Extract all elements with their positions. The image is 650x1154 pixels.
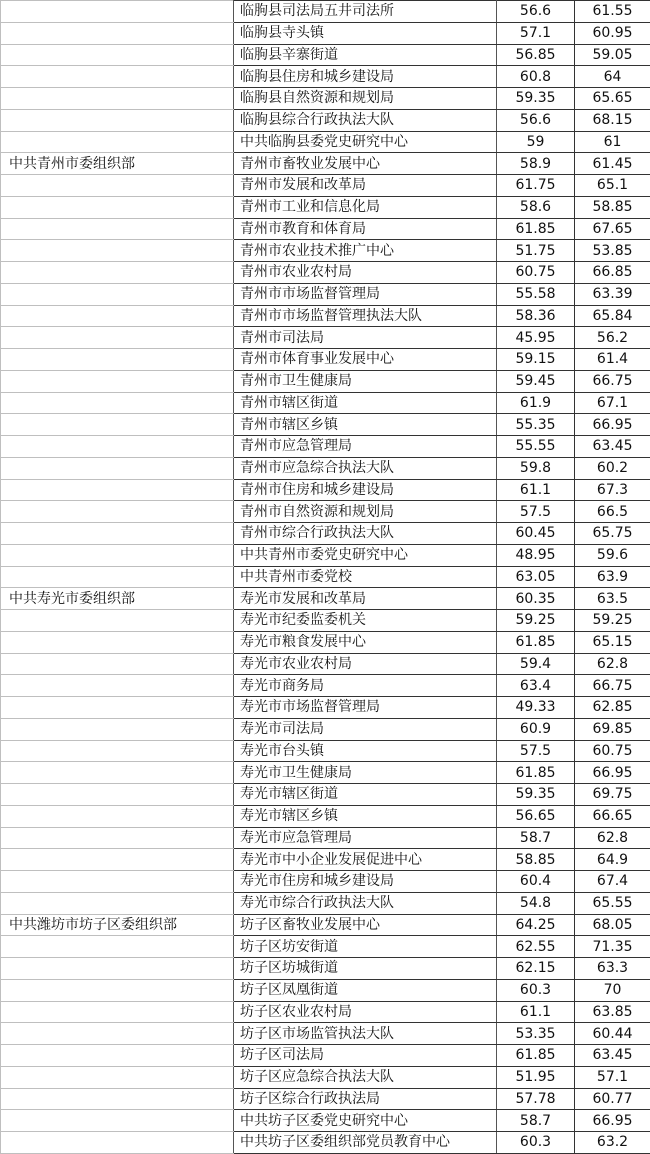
unit-cell: 临朐县住房和城乡建设局	[234, 66, 497, 88]
table-row	[1, 1, 650, 23]
table-row	[1, 979, 650, 1001]
org-cell	[1, 936, 234, 958]
org-cell	[1, 762, 234, 784]
unit-cell: 中共青州市委党史研究中心	[234, 544, 497, 566]
score-2-cell: 65.75	[575, 523, 650, 545]
score-2-cell: 66.65	[575, 805, 650, 827]
table-row	[1, 805, 650, 827]
table-row	[1, 131, 650, 153]
org-cell	[1, 653, 234, 675]
score-2-cell: 63.9	[575, 566, 650, 588]
score-table-body	[1, 1, 650, 1154]
table-row	[1, 653, 650, 675]
score-1-cell: 58.6	[497, 196, 575, 218]
org-cell	[1, 1023, 234, 1045]
score-1-cell: 59.35	[497, 784, 575, 806]
org-cell	[1, 370, 234, 392]
unit-cell: 青州市农业农村局	[234, 262, 497, 284]
table-row	[1, 501, 650, 523]
org-cell	[1, 1045, 234, 1067]
score-1-cell: 61.85	[497, 218, 575, 240]
unit-cell: 寿光市商务局	[234, 675, 497, 697]
unit-cell: 青州市司法局	[234, 327, 497, 349]
unit-cell: 临朐县司法局五井司法所	[234, 1, 497, 23]
table-row	[1, 327, 650, 349]
score-2-cell: 67.65	[575, 218, 650, 240]
table-row	[1, 370, 650, 392]
score-2-cell: 67.4	[575, 871, 650, 893]
org-cell	[1, 979, 234, 1001]
unit-cell: 寿光市台头镇	[234, 740, 497, 762]
score-1-cell: 53.35	[497, 1023, 575, 1045]
table-row	[1, 153, 650, 175]
score-1-cell: 63.4	[497, 675, 575, 697]
score-2-cell: 60.2	[575, 457, 650, 479]
score-2-cell: 66.75	[575, 370, 650, 392]
org-cell	[1, 784, 234, 806]
score-2-cell: 66.95	[575, 414, 650, 436]
table-row	[1, 1088, 650, 1110]
score-1-cell: 56.65	[497, 805, 575, 827]
score-2-cell: 61.55	[575, 1, 650, 23]
unit-cell: 临朐县寺头镇	[234, 22, 497, 44]
score-2-cell: 60.77	[575, 1088, 650, 1110]
score-2-cell: 63.3	[575, 958, 650, 980]
org-cell	[1, 697, 234, 719]
unit-cell: 坊子区司法局	[234, 1045, 497, 1067]
unit-cell: 坊子区应急综合执法大队	[234, 1066, 497, 1088]
table-row	[1, 44, 650, 66]
unit-cell: 青州市体育事业发展中心	[234, 349, 497, 371]
unit-cell: 坊子区农业农村局	[234, 1001, 497, 1023]
unit-cell: 坊子区畜牧业发展中心	[234, 914, 497, 936]
score-1-cell: 60.4	[497, 871, 575, 893]
score-2-cell: 59.25	[575, 610, 650, 632]
org-cell	[1, 892, 234, 914]
org-cell	[1, 414, 234, 436]
unit-cell: 青州市市场监督管理执法大队	[234, 305, 497, 327]
org-cell: 中共寿光市委组织部	[1, 588, 234, 610]
score-2-cell: 60.44	[575, 1023, 650, 1045]
table-row	[1, 305, 650, 327]
table-row	[1, 392, 650, 414]
org-cell	[1, 544, 234, 566]
table-row	[1, 718, 650, 740]
org-cell	[1, 218, 234, 240]
score-2-cell: 60.95	[575, 22, 650, 44]
score-2-cell: 65.84	[575, 305, 650, 327]
table-row	[1, 240, 650, 262]
unit-cell: 青州市住房和城乡建设局	[234, 479, 497, 501]
table-row	[1, 196, 650, 218]
table-row	[1, 349, 650, 371]
score-1-cell: 58.7	[497, 1110, 575, 1132]
unit-cell: 寿光市应急管理局	[234, 827, 497, 849]
org-cell	[1, 675, 234, 697]
score-1-cell: 61.1	[497, 1001, 575, 1023]
score-2-cell: 65.55	[575, 892, 650, 914]
unit-cell: 青州市工业和信息化局	[234, 196, 497, 218]
table-row	[1, 1066, 650, 1088]
org-cell	[1, 1, 234, 23]
score-2-cell: 59.05	[575, 44, 650, 66]
score-2-cell: 69.75	[575, 784, 650, 806]
score-1-cell: 51.95	[497, 1066, 575, 1088]
score-1-cell: 59	[497, 131, 575, 153]
table-row	[1, 958, 650, 980]
score-1-cell: 60.3	[497, 979, 575, 1001]
table-row	[1, 109, 650, 131]
table-row	[1, 827, 650, 849]
table-row	[1, 523, 650, 545]
table-row	[1, 697, 650, 719]
score-1-cell: 59.4	[497, 653, 575, 675]
org-cell	[1, 740, 234, 762]
table-row	[1, 675, 650, 697]
score-2-cell: 67.3	[575, 479, 650, 501]
table-row	[1, 88, 650, 110]
score-1-cell: 60.45	[497, 523, 575, 545]
table-row	[1, 566, 650, 588]
unit-cell: 寿光市住房和城乡建设局	[234, 871, 497, 893]
unit-cell: 临朐县辛寨街道	[234, 44, 497, 66]
org-cell	[1, 1132, 234, 1154]
score-2-cell: 69.85	[575, 718, 650, 740]
unit-cell: 临朐县自然资源和规划局	[234, 88, 497, 110]
score-1-cell: 55.58	[497, 283, 575, 305]
score-1-cell: 62.15	[497, 958, 575, 980]
unit-cell: 青州市辖区街道	[234, 392, 497, 414]
table-row	[1, 66, 650, 88]
unit-cell: 坊子区坊城街道	[234, 958, 497, 980]
table-row	[1, 762, 650, 784]
table-row	[1, 218, 650, 240]
score-2-cell: 64.9	[575, 849, 650, 871]
score-2-cell: 68.15	[575, 109, 650, 131]
score-1-cell: 59.35	[497, 88, 575, 110]
unit-cell: 坊子区凤凰街道	[234, 979, 497, 1001]
score-2-cell: 71.35	[575, 936, 650, 958]
unit-cell: 青州市市场监督管理局	[234, 283, 497, 305]
table-row	[1, 892, 650, 914]
unit-cell: 青州市应急管理局	[234, 436, 497, 458]
score-1-cell: 55.35	[497, 414, 575, 436]
unit-cell: 寿光市农业农村局	[234, 653, 497, 675]
unit-cell: 寿光市卫生健康局	[234, 762, 497, 784]
score-1-cell: 57.78	[497, 1088, 575, 1110]
table-row	[1, 849, 650, 871]
score-2-cell: 62.8	[575, 653, 650, 675]
score-1-cell: 61.1	[497, 479, 575, 501]
score-1-cell: 60.3	[497, 1132, 575, 1154]
unit-cell: 寿光市辖区街道	[234, 784, 497, 806]
table-row	[1, 436, 650, 458]
table-row	[1, 283, 650, 305]
score-2-cell: 63.39	[575, 283, 650, 305]
score-1-cell: 58.85	[497, 849, 575, 871]
score-1-cell: 60.9	[497, 718, 575, 740]
unit-cell: 寿光市辖区乡镇	[234, 805, 497, 827]
org-cell	[1, 131, 234, 153]
score-1-cell: 61.75	[497, 175, 575, 197]
org-cell	[1, 805, 234, 827]
org-cell	[1, 327, 234, 349]
score-2-cell: 66.95	[575, 1110, 650, 1132]
unit-cell: 坊子区市场监管执法大队	[234, 1023, 497, 1045]
unit-cell: 青州市发展和改革局	[234, 175, 497, 197]
org-cell	[1, 392, 234, 414]
table-row	[1, 631, 650, 653]
table-row	[1, 784, 650, 806]
org-cell	[1, 305, 234, 327]
org-cell	[1, 610, 234, 632]
score-2-cell: 62.8	[575, 827, 650, 849]
unit-cell: 青州市综合行政执法大队	[234, 523, 497, 545]
unit-cell: 寿光市中小企业发展促进中心	[234, 849, 497, 871]
table-row	[1, 1132, 650, 1154]
org-cell	[1, 457, 234, 479]
score-1-cell: 58.9	[497, 153, 575, 175]
score-1-cell: 49.33	[497, 697, 575, 719]
score-2-cell: 65.65	[575, 88, 650, 110]
unit-cell: 坊子区坊安街道	[234, 936, 497, 958]
score-1-cell: 60.35	[497, 588, 575, 610]
score-2-cell: 61.4	[575, 349, 650, 371]
org-cell: 中共青州市委组织部	[1, 153, 234, 175]
score-2-cell: 57.1	[575, 1066, 650, 1088]
org-cell	[1, 849, 234, 871]
org-cell	[1, 631, 234, 653]
score-1-cell: 56.6	[497, 109, 575, 131]
score-1-cell: 57.5	[497, 501, 575, 523]
org-cell	[1, 283, 234, 305]
org-cell	[1, 827, 234, 849]
table-row	[1, 22, 650, 44]
score-1-cell: 61.85	[497, 1045, 575, 1067]
score-1-cell: 61.85	[497, 631, 575, 653]
score-2-cell: 58.85	[575, 196, 650, 218]
unit-cell: 青州市农业技术推广中心	[234, 240, 497, 262]
unit-cell: 青州市辖区乡镇	[234, 414, 497, 436]
score-2-cell: 68.05	[575, 914, 650, 936]
org-cell	[1, 262, 234, 284]
unit-cell: 寿光市粮食发展中心	[234, 631, 497, 653]
score-2-cell: 63.5	[575, 588, 650, 610]
table-row	[1, 1110, 650, 1132]
score-2-cell: 63.2	[575, 1132, 650, 1154]
score-1-cell: 60.75	[497, 262, 575, 284]
score-1-cell: 61.9	[497, 392, 575, 414]
unit-cell: 青州市教育和体育局	[234, 218, 497, 240]
table-row	[1, 262, 650, 284]
score-2-cell: 61	[575, 131, 650, 153]
org-cell	[1, 718, 234, 740]
org-cell	[1, 1088, 234, 1110]
score-1-cell: 61.85	[497, 762, 575, 784]
org-cell	[1, 566, 234, 588]
org-cell	[1, 871, 234, 893]
score-1-cell: 51.75	[497, 240, 575, 262]
org-cell	[1, 479, 234, 501]
unit-cell: 中共坊子区委组织部党员教育中心	[234, 1132, 497, 1154]
score-2-cell: 63.85	[575, 1001, 650, 1023]
score-1-cell: 63.05	[497, 566, 575, 588]
org-cell	[1, 501, 234, 523]
org-cell	[1, 349, 234, 371]
unit-cell: 寿光市纪委监委机关	[234, 610, 497, 632]
score-1-cell: 58.7	[497, 827, 575, 849]
table-row	[1, 871, 650, 893]
score-2-cell: 60.75	[575, 740, 650, 762]
org-cell	[1, 109, 234, 131]
score-2-cell: 65.1	[575, 175, 650, 197]
table-row	[1, 914, 650, 936]
table-row	[1, 588, 650, 610]
table-row	[1, 1023, 650, 1045]
score-1-cell: 60.8	[497, 66, 575, 88]
org-cell	[1, 1066, 234, 1088]
score-2-cell: 63.45	[575, 1045, 650, 1067]
score-2-cell: 56.2	[575, 327, 650, 349]
score-1-cell: 59.15	[497, 349, 575, 371]
score-2-cell: 64	[575, 66, 650, 88]
org-cell	[1, 1110, 234, 1132]
score-1-cell: 56.6	[497, 1, 575, 23]
score-2-cell: 59.6	[575, 544, 650, 566]
score-2-cell: 62.85	[575, 697, 650, 719]
table-row	[1, 457, 650, 479]
score-1-cell: 64.25	[497, 914, 575, 936]
unit-cell: 临朐县综合行政执法大队	[234, 109, 497, 131]
table-row	[1, 414, 650, 436]
score-1-cell: 55.55	[497, 436, 575, 458]
score-1-cell: 57.1	[497, 22, 575, 44]
table-row	[1, 740, 650, 762]
score-1-cell: 62.55	[497, 936, 575, 958]
unit-cell: 寿光市综合行政执法大队	[234, 892, 497, 914]
unit-cell: 中共青州市委党校	[234, 566, 497, 588]
unit-cell: 青州市自然资源和规划局	[234, 501, 497, 523]
table-row	[1, 610, 650, 632]
score-2-cell: 66.5	[575, 501, 650, 523]
unit-cell: 青州市应急综合执法大队	[234, 457, 497, 479]
table-row	[1, 1001, 650, 1023]
score-2-cell: 63.45	[575, 436, 650, 458]
score-1-cell: 54.8	[497, 892, 575, 914]
unit-cell: 寿光市市场监督管理局	[234, 697, 497, 719]
score-1-cell: 56.85	[497, 44, 575, 66]
unit-cell: 寿光市司法局	[234, 718, 497, 740]
score-2-cell: 70	[575, 979, 650, 1001]
unit-cell: 青州市畜牧业发展中心	[234, 153, 497, 175]
unit-cell: 青州市卫生健康局	[234, 370, 497, 392]
table-row	[1, 936, 650, 958]
table-row	[1, 1045, 650, 1067]
org-cell	[1, 44, 234, 66]
unit-cell: 中共坊子区委党史研究中心	[234, 1110, 497, 1132]
table-row	[1, 479, 650, 501]
org-cell	[1, 1001, 234, 1023]
org-cell	[1, 66, 234, 88]
unit-cell: 中共临朐县委党史研究中心	[234, 131, 497, 153]
org-cell	[1, 958, 234, 980]
score-1-cell: 59.8	[497, 457, 575, 479]
unit-cell: 坊子区综合行政执法局	[234, 1088, 497, 1110]
score-2-cell: 66.75	[575, 675, 650, 697]
org-cell	[1, 175, 234, 197]
score-1-cell: 45.95	[497, 327, 575, 349]
score-2-cell: 66.95	[575, 762, 650, 784]
org-cell	[1, 196, 234, 218]
score-1-cell: 48.95	[497, 544, 575, 566]
score-1-cell: 59.45	[497, 370, 575, 392]
score-2-cell: 61.45	[575, 153, 650, 175]
score-1-cell: 58.36	[497, 305, 575, 327]
unit-cell: 寿光市发展和改革局	[234, 588, 497, 610]
score-2-cell: 67.1	[575, 392, 650, 414]
score-2-cell: 53.85	[575, 240, 650, 262]
score-2-cell: 65.15	[575, 631, 650, 653]
org-cell	[1, 88, 234, 110]
score-2-cell: 66.85	[575, 262, 650, 284]
org-cell	[1, 436, 234, 458]
org-cell: 中共潍坊市坊子区委组织部	[1, 914, 234, 936]
table-row	[1, 544, 650, 566]
org-cell	[1, 22, 234, 44]
score-1-cell: 57.5	[497, 740, 575, 762]
table-row	[1, 175, 650, 197]
org-cell	[1, 523, 234, 545]
org-cell	[1, 240, 234, 262]
score-1-cell: 59.25	[497, 610, 575, 632]
